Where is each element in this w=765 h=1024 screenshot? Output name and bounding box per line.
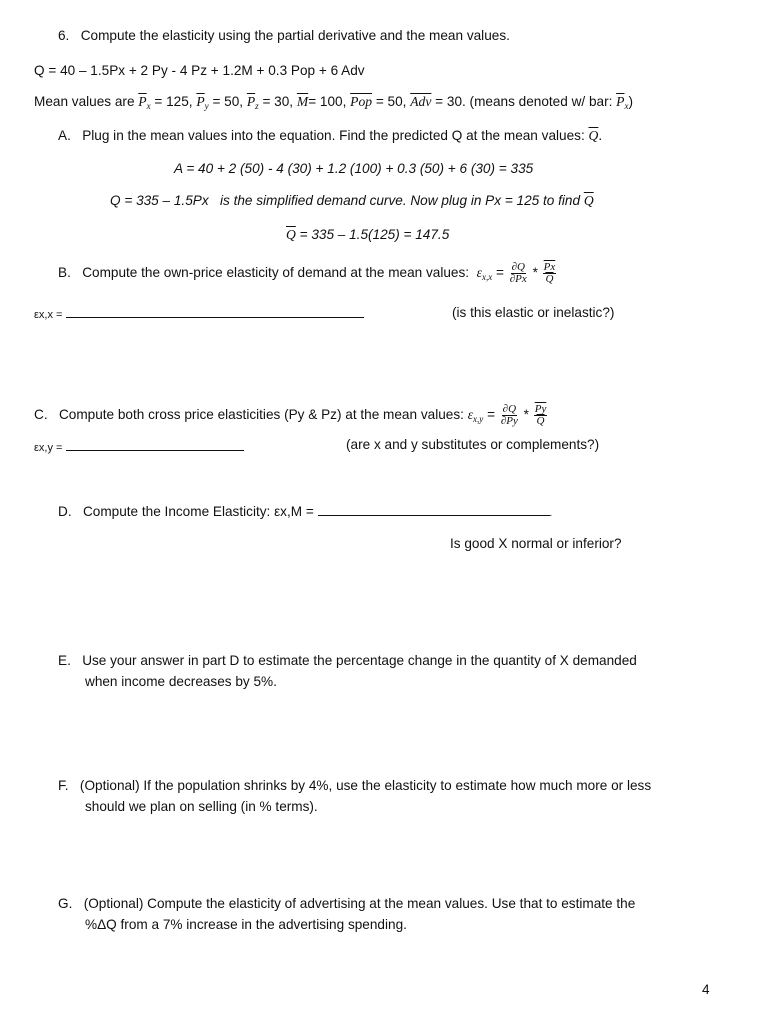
question-6-heading: [58, 27, 510, 45]
part-d-prompt: D. Compute the Income Elasticity: εx,M = .: [58, 504, 553, 519]
part-f-line-2: should we plan on selling (in % terms).: [85, 799, 318, 814]
part-f-line-1: F. (Optional) If the population shrinks by 4%, use the elasticity to estimate how much more or less: [58, 778, 652, 793]
part-a-result: $\overline{Q} = 335 - 1.5(125) = 147.5$: [286, 227, 450, 242]
mean-values-line: Mean values are $\overline{P}_x = 125$, $\overline{P}_y = 50$, $\overline{P}_z = 30$, $\overline{M}= 100$, $\overline{Pop} = 50$, $\overline{Adv} = 30$. (means denoted w/ bar: $\overline{P}_x$): [34, 94, 634, 111]
part-g-line-1: G. (Optional) Compute the elasticity of advertising at the mean values. Use that to estimate the: [58, 896, 636, 911]
part-c-answer-row: εx,y =: [34, 438, 244, 457]
part-a-calculation: A = 40 + 2 (50) - 4 (30) + 1.2 (100) + 0.3 (50) + 6 (30) = 335: [174, 161, 534, 176]
part-b-answer-row: εx,x =: [34, 305, 364, 324]
own-price-ratio: $\frac{\overline{Px}}{Q}$: [543, 261, 556, 285]
cross-price-derivative: $\frac{\partial Q}{\partial Py}$: [500, 403, 518, 427]
part-a-prompt: A. Plug in the mean values into the equation. Find the predicted Q at the mean values: $\overline{Q}$.: [58, 128, 603, 143]
part-e-line-1: E. Use your answer in part D to estimate the percentage change in the quantity of X demanded: [58, 653, 637, 668]
part-c-prompt: C. Compute both cross price elasticities (Py & Pz) at the mean values: $\varepsilon_{x,y}$ = $\frac{\partial Q}{\partial Py}$ * $\frac{\overline{Py}}{Q}$: [34, 403, 547, 427]
part-a-simplified-curve: Q = 335 – 1.5Px is the simplified demand curve. Now plug in Px = 125 to find $\overline{Q}$: [110, 193, 594, 208]
demand-equation: Q = 40 – 1.5Px + 2 Py - 4 Pz + 1.2M + 0.3 Pop + 6 Adv: [34, 63, 365, 78]
part-b-question: (is this elastic or inelastic?): [452, 305, 615, 320]
own-price-elasticity-answer-blank[interactable]: [66, 305, 364, 318]
cross-price-ratio: $\frac{\overline{Py}}{Q}$: [534, 403, 547, 427]
income-elasticity-answer-blank[interactable]: [318, 503, 550, 516]
cross-price-elasticity-answer-blank[interactable]: [66, 438, 244, 451]
question-number: 6.: [58, 28, 70, 43]
part-b-prompt: B. Compute the own-price elasticity of demand at the mean values: $\varepsilon_{x,x}$ = $\frac{\partial Q}{\partial Px}$ * $\frac{\overline{Px}}{Q}$: [58, 261, 556, 285]
part-e-line-2: when income decreases by 5%.: [85, 674, 277, 689]
page-number: 4: [702, 982, 710, 997]
question-text: Compute the elasticity using the partial derivative and the mean values.: [80, 28, 510, 43]
part-c-question: (are x and y substitutes or complements?): [346, 437, 600, 452]
part-d-question: Is good X normal or inferior?: [450, 536, 622, 551]
own-price-derivative: $\frac{\partial Q}{\partial Px}$: [509, 261, 527, 285]
part-g-line-2: %ΔQ from a 7% increase in the advertising spending.: [85, 917, 407, 932]
